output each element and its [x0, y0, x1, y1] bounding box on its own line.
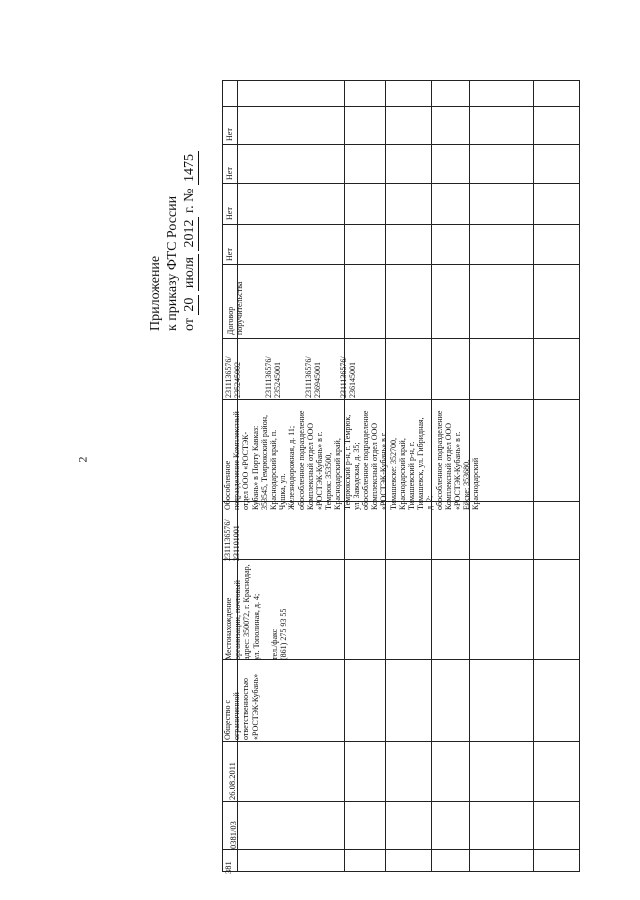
table-hline [223, 183, 579, 184]
table-hline [223, 106, 579, 107]
appendix-order-ref: к приказу ФТС России [165, 195, 180, 331]
cell-flag-a: Нет [225, 248, 234, 261]
table-hline [223, 849, 579, 850]
cell-sub-inn-kpp-1: 2311136576/ 235245002 [224, 356, 243, 398]
appendix-order-date [181, 71, 199, 331]
table-hline [223, 741, 579, 742]
number-sign: № [182, 188, 197, 202]
table-hline [223, 264, 579, 265]
cell-sub-inn-kpp-3: 2311136576/ 236945001 [304, 356, 323, 398]
table-hline [223, 338, 579, 339]
cell-date: 26.08.2011 [227, 762, 237, 800]
cell-flag-c: Нет [225, 167, 234, 180]
cell-sub-inn-kpp-2: 2311136576/ 235245001 [264, 356, 283, 398]
appendix-header [147, 71, 217, 331]
table-hline [223, 224, 579, 225]
cell-address: Местонахождение организации, почтовый адрес: 350072, г. Краснодар, ул. Тополиная, д. 4; тел./факс (861) 275 93 55 [224, 564, 289, 660]
cell-inn-kpp: 2311136576/ 231101001 [223, 519, 242, 561]
table-hline [223, 144, 579, 145]
cell-organization: Общество с ограниченной ответственностью «РОСТЭК-Кубань» [223, 673, 260, 740]
date-year: 2012 [181, 217, 199, 251]
cell-subdivisions: Обособленное подразделение Комплексный отдел ООО «РОСТЭК-Кубань» в Порту Кавказ: 353545, Темрюкский район, Краснодарский край, п. Чушка, ул. Железнодорожная, д. 11; обособленное подразделение Комплексный отдел ООО «РОСТЭК-Кубань» в г. Темрюк: 353500, Краснодарский край, Темрюкский р-н, г. Темрюк, ул. Заводская, д. 35; обособленное подразделение Комплексный отдел ООО «РОСТЭК-Кубань» в г. Тимашевске: 352700, Краснодарский край, Тимашевский р-н, г. Тимашевск, ул. Гибридная, д. 2; обособленное подразделение Комплексный отдел ООО «РОСТЭК-Кубань» в г. Ейске: 353680, Краснодарский [223, 410, 481, 510]
cell-flag-b: Нет [225, 207, 234, 220]
cell-flag-d: Нет [225, 128, 234, 141]
date-prefix: от [182, 318, 197, 331]
appendix-title: Приложение [148, 255, 163, 331]
table-vline [431, 81, 432, 871]
date-g: г. [182, 205, 197, 214]
order-number: 1475 [181, 151, 199, 185]
cell-sub-inn-kpp-4: 2311136576/ 236145001 [339, 356, 358, 398]
table-hline [223, 801, 579, 802]
table-vline [533, 81, 534, 871]
registry-table [222, 80, 580, 872]
cell-row-number: 381 [223, 861, 233, 874]
date-month: июля [181, 254, 199, 291]
cell-registration-number: 0381/03 [228, 821, 238, 849]
table-hline [223, 559, 579, 560]
cell-basis: Договор поручительства [226, 281, 245, 335]
page-number: 2 [75, 456, 90, 463]
date-day: 20 [181, 295, 199, 315]
table-hline [223, 399, 579, 400]
